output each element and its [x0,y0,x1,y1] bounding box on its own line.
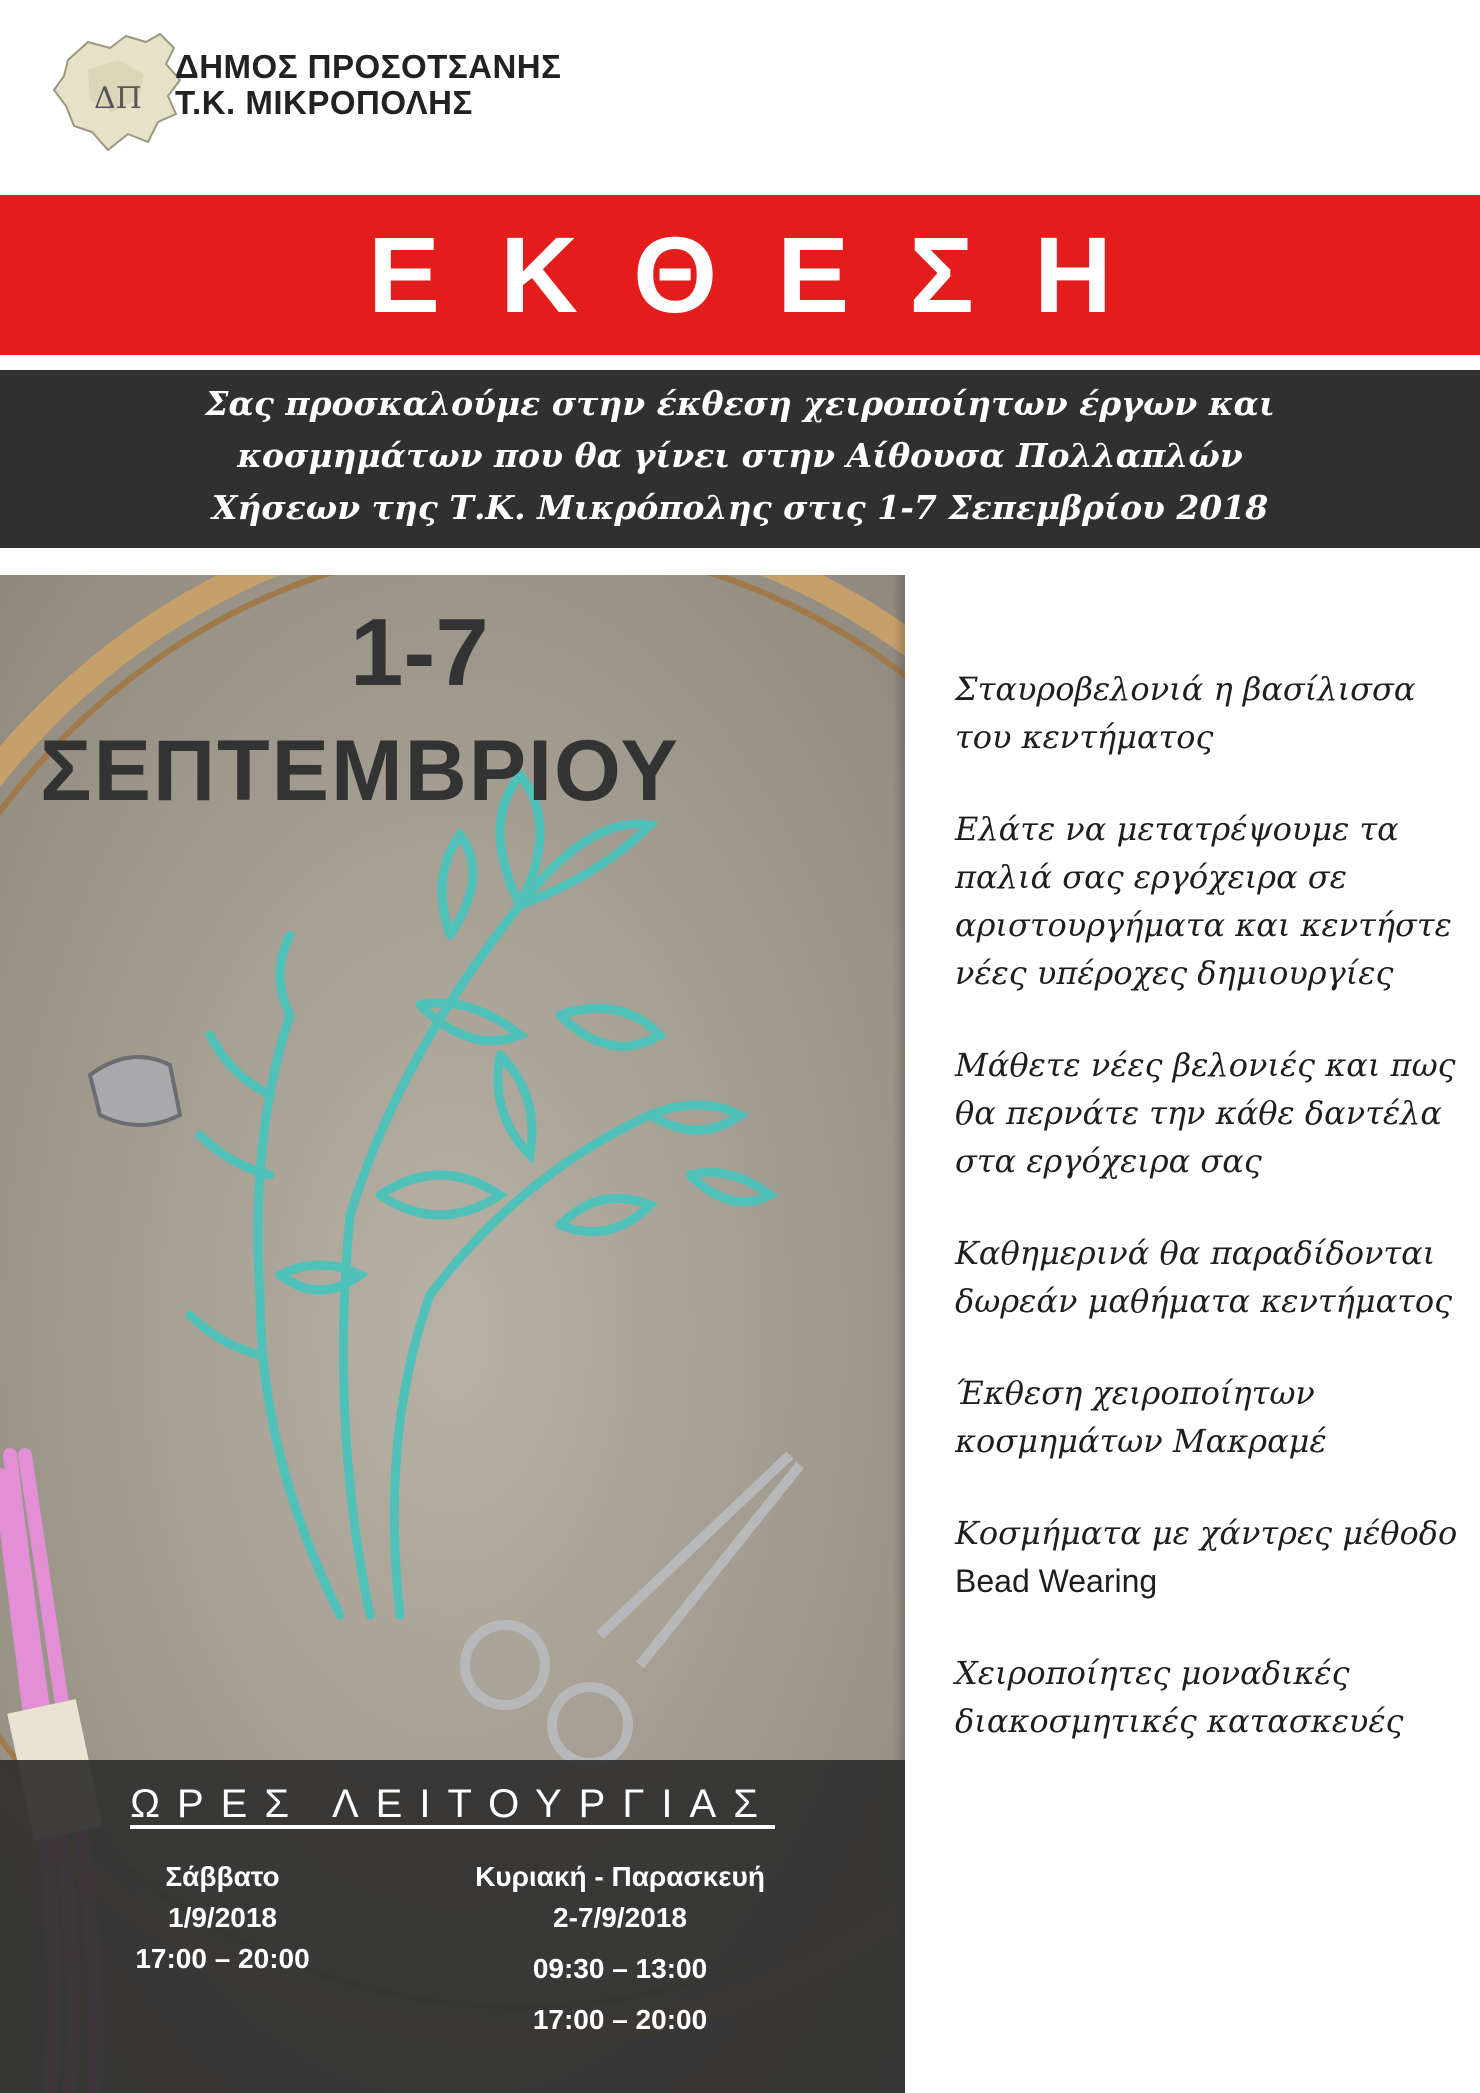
title-banner [0,195,1480,355]
activity-item: Ελάτε να μετατρέψουμε τα παλιά σας εργόχειρα σε αριστουργήματα και κεντήστε νέες υπέροχες δημιουργίες [955,810,1452,992]
community-name: Τ.Κ. ΜΙΚΡΟΠΟΛΗΣ [175,84,473,121]
activities-list [955,665,1475,1789]
invitation-band [0,370,1480,548]
activity-item: Σταυροβελονιά η βασίλισσα του κεντήματος [955,670,1416,756]
invitation-line: Χήσεων της Τ.Κ. Μικρόπολης στις 1-7 Σεπεμβρίου 2018 [211,488,1269,527]
opening-hours [0,1760,905,2093]
bead-wearing-term: Bead Wearing [955,1563,1158,1599]
saturday-time: 17:00 – 20:00 [135,1943,310,1974]
invitation-line: κοσμημάτων που θα γίνει στην Αίθουσα Πολλαπλών [237,436,1243,475]
activity-item: Έκθεση χειροποίητων κοσμημάτων Μακραμέ [955,1374,1327,1460]
saturday-hours [110,1856,335,1979]
weekday-date: 2-7/9/2018 [553,1902,687,1933]
date-days: 1-7 [350,599,489,706]
activity-item: Καθημερινά θα παραδίδονται δωρεάν μαθήματα κεντήματος [955,1234,1453,1320]
saturday-date: 1/9/2018 [168,1902,277,1933]
invitation-text [0,378,1480,534]
header [0,0,1480,195]
weekday-time-evening: 17:00 – 20:00 [532,2004,708,2035]
weekday-time-morning: 09:30 – 13:00 [532,1953,708,1984]
activity-item: Μάθετε νέες βελονιές και πως θα περνάτε την κάθε δαντέλα στα εργόχειρα σας [955,1046,1456,1180]
weekday-hours [440,1856,800,2040]
municipality-name: ΔΗΜΟΣ ΠΡΟΣΟΤΣΑΝΗΣ [175,48,562,85]
opening-hours-title: ΩΡΕΣ ΛΕΙΤΟΥΡΓΙΑΣ [130,1782,775,1826]
weekday-label: Κυριακή - Παρασκευή [475,1861,765,1892]
saturday-label: Σάββατο [165,1861,280,1892]
invitation-line: Σας προσκαλούμε στην έκθεση χειροποίητων έργων και [205,384,1275,423]
municipality-map-logo [48,30,188,158]
activity-item: Χειροποίητες μοναδικές διακοσμητικές κατασκευές [955,1654,1404,1740]
activity-item: Κοσμήματα με χάντρες μέθοδο Bead Wearing [955,1514,1458,1599]
exhibition-title: ΕΚΘΕΣΗ [368,214,1172,335]
svg-text:ΔΠ: ΔΠ [94,81,142,116]
date-month: ΣΕΠΤΕΜΒΡΙΟΥ [40,723,680,819]
activities-panel [905,575,1480,2093]
